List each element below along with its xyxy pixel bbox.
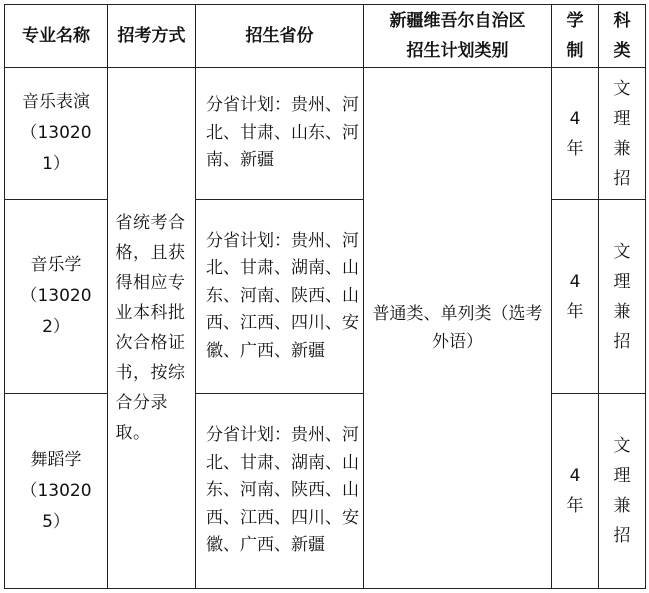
admission-method-text: 省统考合格，且获得相应专业本科批次合格证书，按综合分录取。 bbox=[115, 213, 186, 443]
major-name: 舞蹈学 bbox=[30, 449, 82, 470]
header-subject: 科类 bbox=[599, 5, 646, 68]
duration-cell: 4年 bbox=[552, 200, 599, 394]
admission-method-cell bbox=[108, 68, 196, 589]
header-xinjiang-category: 新疆维吾尔自治区招生计划类别 bbox=[364, 5, 552, 68]
provinces-cell: 分省计划：贵州、河北、甘肃、湖南、山东、河南、陕西、山西、江西、四川、安徽、广西、新疆 bbox=[196, 200, 364, 394]
major-cell bbox=[5, 200, 108, 394]
major-code: （130202） bbox=[20, 286, 92, 337]
subject-cell: 文理兼招 bbox=[599, 200, 646, 394]
major-name: 音乐表演 bbox=[22, 92, 90, 112]
duration-cell: 4年 bbox=[552, 394, 599, 589]
header-major: 专业名称 bbox=[5, 5, 108, 68]
major-code: （130205） bbox=[20, 480, 92, 532]
table-row bbox=[5, 68, 646, 200]
subject-cell: 文理兼招 bbox=[599, 68, 646, 200]
major-code: （130201） bbox=[20, 123, 92, 174]
major-name: 音乐学 bbox=[30, 255, 82, 275]
admissions-table bbox=[4, 4, 646, 589]
header-provinces: 招生省份 bbox=[196, 5, 364, 68]
header-row bbox=[5, 5, 646, 68]
xinjiang-category-cell: 普通类、单列类（选考外语） bbox=[364, 68, 552, 589]
major-cell bbox=[5, 68, 108, 200]
major-cell bbox=[5, 394, 108, 589]
provinces-cell: 分省计划：贵州、河北、甘肃、湖南、山东、河南、陕西、山西、江西、四川、安徽、广西、新疆 bbox=[196, 394, 364, 589]
provinces-cell: 分省计划：贵州、河北、甘肃、山东、河南、新疆 bbox=[196, 68, 364, 200]
header-method: 招考方式 bbox=[108, 5, 196, 68]
subject-cell: 文理兼招 bbox=[599, 394, 646, 589]
duration-cell: 4年 bbox=[552, 68, 599, 200]
header-duration: 学制 bbox=[552, 5, 599, 68]
